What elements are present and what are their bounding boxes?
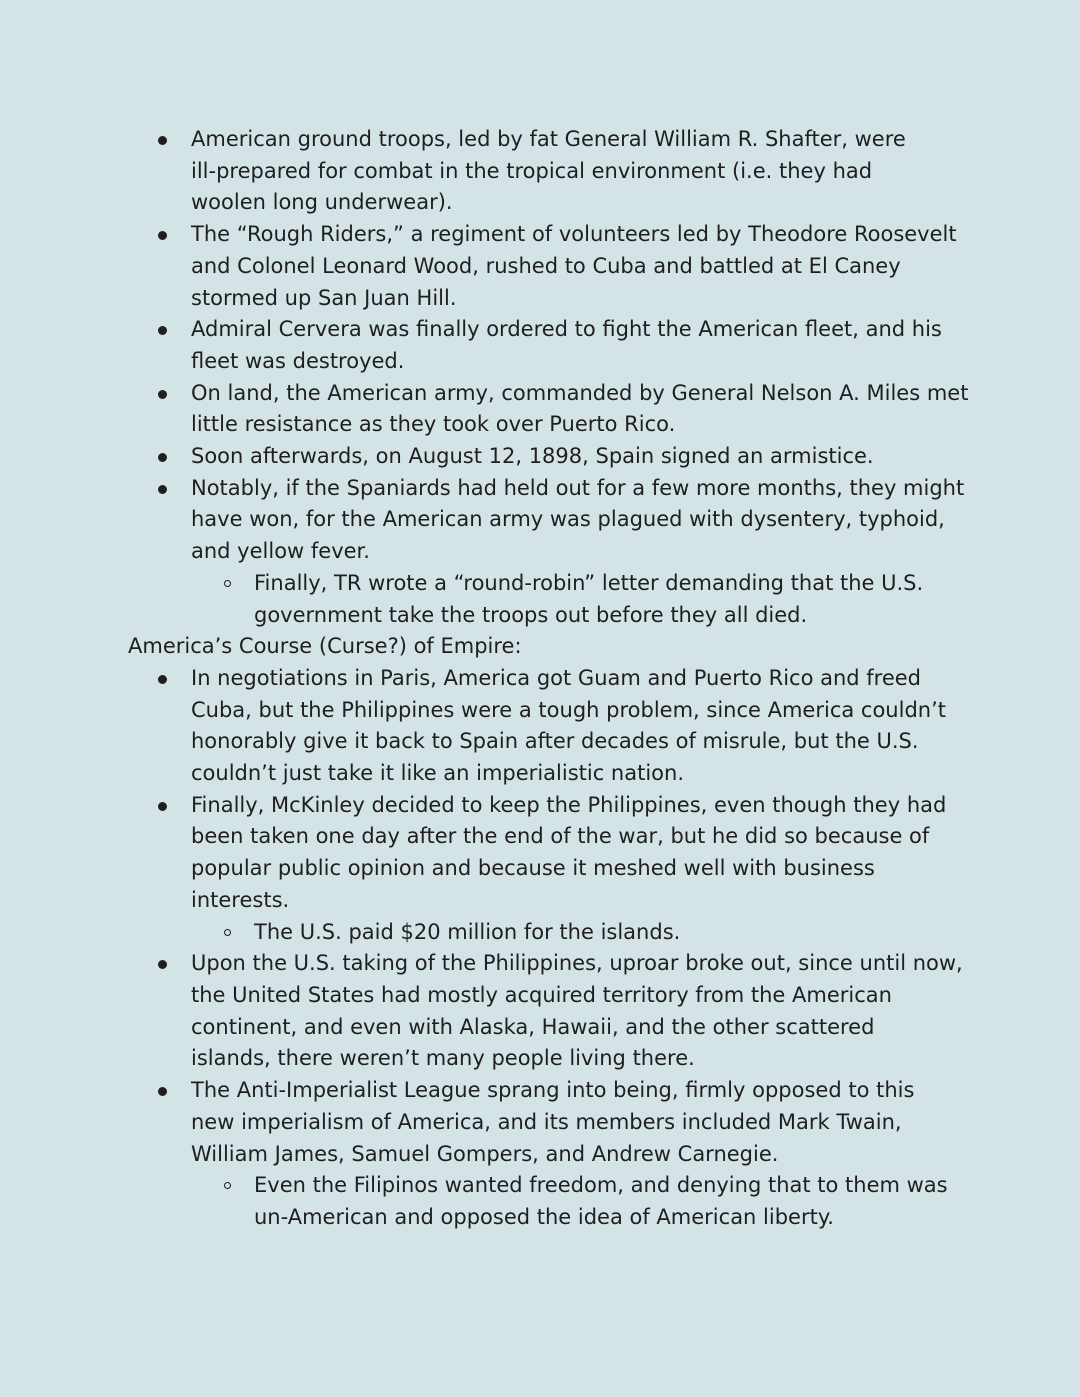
- text-line: On land, the American army, commanded by General Nelson A. Miles met: [191, 380, 969, 405]
- bullet-icon: [158, 1087, 167, 1096]
- text-line: honorably give it back to Spain after decades of misrule, but the U.S.: [191, 729, 919, 754]
- list-item: [0, 441, 1080, 473]
- sub-list-item: [0, 917, 1080, 949]
- list-item: [0, 314, 1080, 377]
- text-line: ill-prepared for combat in the tropical environment (i.e. they had: [191, 158, 873, 183]
- text-line: little resistance as they took over Puerto Rico.: [191, 412, 676, 437]
- text-line: William James, Samuel Gompers, and Andrew Carnegie.: [191, 1141, 779, 1166]
- text-line: the United States had mostly acquired territory from the American: [191, 982, 892, 1007]
- bullet-icon: [158, 136, 167, 145]
- text-line: continent, and even with Alaska, Hawaii, and the other scattered: [191, 1014, 875, 1039]
- bullet-icon: [158, 675, 167, 684]
- text-line: have won, for the American army was plagued with dysentery, typhoid,: [191, 507, 945, 532]
- text-line: new imperialism of America, and its members included Mark Twain,: [191, 1109, 902, 1134]
- list-item: [0, 948, 1080, 1075]
- text-line: American ground troops, led by fat General William R. Shafter, were: [191, 127, 906, 151]
- text-line: and yellow fever.: [191, 539, 370, 564]
- bullet-icon: [158, 802, 167, 811]
- text-line: stormed up San Juan Hill.: [191, 285, 457, 310]
- list-item: [0, 663, 1080, 790]
- list-item: [0, 473, 1080, 568]
- bullet-icon: [158, 390, 167, 399]
- text-line: been taken one day after the end of the war, but he did so because of: [191, 824, 930, 849]
- list-item: [0, 1075, 1080, 1170]
- sub-list-item: [0, 568, 1080, 631]
- bullet-icon: [158, 453, 167, 462]
- text-line: islands, there weren’t many people living there.: [191, 1046, 695, 1071]
- text-line: government take the troops out before they all died.: [254, 602, 808, 627]
- text-line: and Colonel Leonard Wood, rushed to Cuba and battled at El Caney: [191, 253, 901, 278]
- text-line: The “Rough Riders,” a regiment of volunteers led by Theodore Roosevelt: [191, 222, 957, 247]
- section-heading: America’s Course (Curse?) of Empire:: [128, 634, 522, 659]
- text-line: Notably, if the Spaniards had held out for a few more months, they might: [191, 475, 965, 500]
- list-item: [0, 790, 1080, 917]
- text-line: couldn’t just take it like an imperialistic nation.: [191, 761, 684, 786]
- text-line: woolen long underwear).: [191, 190, 453, 215]
- text-line: Even the Filipinos wanted freedom, and denying that to them was: [254, 1173, 948, 1198]
- text-line: The Anti-Imperialist League sprang into being, firmly opposed to this: [191, 1078, 915, 1103]
- bullet-icon: [158, 326, 167, 335]
- text-line: un-American and opposed the idea of American liberty.: [254, 1204, 834, 1229]
- text-line: Finally, TR wrote a “round-robin” letter demanding that the U.S.: [254, 570, 924, 595]
- list-item: [0, 124, 1080, 219]
- list-item: [0, 378, 1080, 441]
- text-line: interests.: [191, 887, 290, 912]
- text-line: Upon the U.S. taking of the Philippines, uproar broke out, since until now,: [191, 951, 963, 976]
- document-page: [0, 124, 1080, 1234]
- text-line: Soon afterwards, on August 12, 1898, Spain signed an armistice.: [191, 444, 874, 469]
- list-item: [0, 219, 1080, 314]
- text-line: popular public opinion and because it meshed well with business: [191, 856, 875, 881]
- bullet-icon: [158, 960, 167, 969]
- text-line: Admiral Cervera was finally ordered to fight the American fleet, and his: [191, 317, 942, 342]
- bullet-icon: [158, 231, 167, 240]
- circle-bullet-icon: [224, 1182, 231, 1189]
- bullet-icon: [158, 485, 167, 494]
- circle-bullet-icon: [224, 580, 231, 587]
- text-line: fleet was destroyed.: [191, 348, 405, 373]
- text-line: Finally, McKinley decided to keep the Philippines, even though they had: [191, 792, 947, 817]
- text-line: In negotiations in Paris, America got Guam and Puerto Rico and freed: [191, 665, 922, 690]
- circle-bullet-icon: [224, 929, 231, 936]
- sub-list-item: [0, 1170, 1080, 1233]
- text-line: Cuba, but the Philippines were a tough problem, since America couldn’t: [191, 697, 946, 722]
- text-line: The U.S. paid $20 million for the islands.: [254, 919, 681, 944]
